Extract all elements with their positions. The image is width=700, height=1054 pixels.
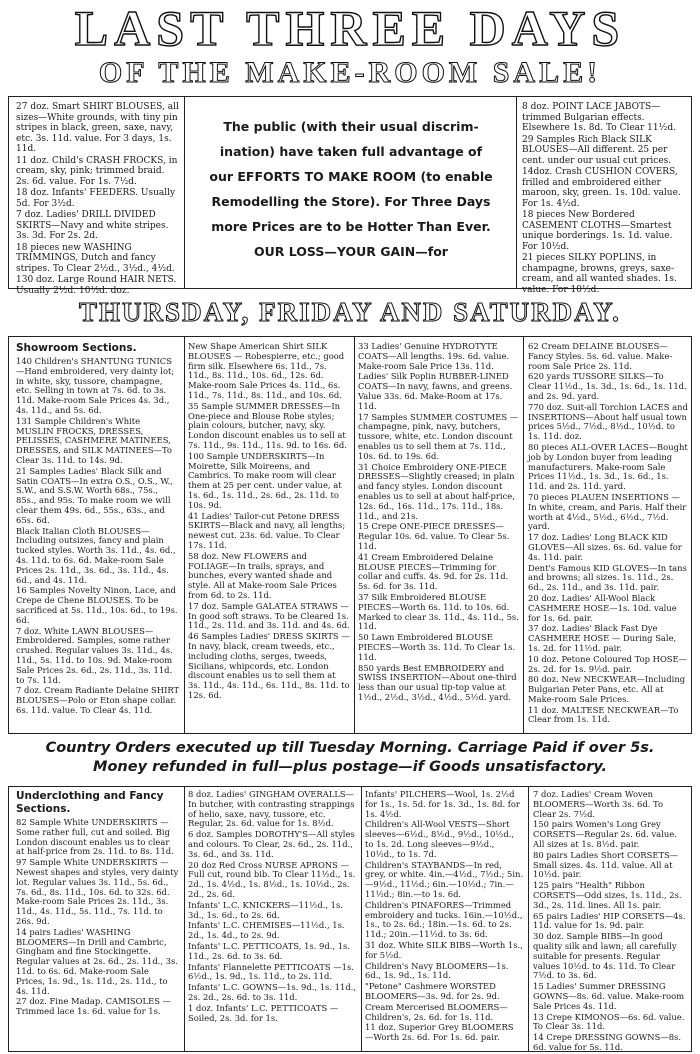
list-item: 17 doz. Sample GALATEA STRAWS —In good soft straws. To be Cleared 1s. 11d., 2s. 11d. and 3s. 11d. and 4s. 6d. (188, 600, 350, 631)
list-item: 27 doz. Fine Madap. CAMISOLES —Trimmed lace 1s. 6d. value for 1s. (16, 996, 171, 1017)
list-item: 131 Sample Children's White MUSLIN FROCKS, DRESSES, PELISSES, CASHMERE MATINEES, DRESSES, and SILK MATINEES—To Clear 3s. 11d. to 14s. 9d. (16, 415, 172, 465)
list-item: 14 pairs Ladies' WASHING BLOOMERS—In Drill and Cambric, Gingham and fine Stockingette. Regular values at 2s. 6d., 2s. 11d., 3s. 11d. to 6s. 6d. Make-room Sale Prices, 1s. 9d., 1s. 11d., 2s. 11d., to 4s. 11d. (16, 926, 178, 996)
underclothing-column-3 (365, 790, 524, 1050)
list-item: 58 doz. New FLOWERS and FOLIAGE—In trails, sprays, and bunches, every wanted shade and style. All at Make-room Sale Prices from 6d. to 2s. 11d. (188, 550, 337, 600)
list-item: 14doz. Crash CUSHION COVERS, frilled and embroidered either maroon, sky, green. 1s. 10d. value. For 1s. 4½d. (522, 167, 681, 209)
list-item: 620 yards TUSSORE SILKS—To Clear 11½d., 1s. 3d., 1s. 6d., 1s. 11d. and 2s. 9d. yard. (528, 371, 687, 401)
showroom-column-4 (528, 342, 688, 731)
list-item: Ladies' Silk Poplin RUBBER-LINED COATS—In navy, fawns, and greens. Value 33s. 6d. Make-Room at 17s. 11d. (358, 371, 513, 411)
list-item: Black Italian Cloth BLOUSES—Including outsizes, fancy and plain tucked styles. Worth 3s. 11d., 4s. 6d., 4s. 11d. to 6s. 6d. Make-room Sale Prices 2s. 11d., 3s. 6d., 3s. 11d., 4s. 6d., and 4s. 11d. (16, 525, 176, 585)
list-item: 82 Sample White UNDERSKIRTS —Some rather full, cut and soiled. Big London discount enables us to clear at half-price from 2s. 11d. to 8s. 11d. (16, 817, 174, 857)
list-item: 29 Samples Rich Black SILK BLOUSES—All different. 25 per cent. under our usual cut prices. (522, 134, 672, 166)
list-item: Children's PINAFORES—Trimmed embroidery and tucks. 16in.—10½d., 1s., to 2s. 6d.; 18in.—1s. 6d. to 2s. 11d.; 20in.—11½d. to 3s. 6d. (365, 899, 523, 940)
list-item: 21 Samples Ladies' Black Silk and Satin COATS—In extra O.S., O.S., W., S.W., and S.S.W. Worth 68s., 75s., 85s., and 95s. To make room we will clear them 49s. 6d., 55s., 63s., and 65s. 6d. (16, 465, 173, 525)
list-item: 17 Samples SUMMER COSTUMES —champagne, pink, navy, butchers, tussore, white, etc. London discount enables us to sell them at 7s. 11d., 10s. 6d. to 19s. 6d. (358, 411, 519, 461)
list-item: 150 pairs Women's Long Grey CORSETS—Regular 2s. 6d. value. All sizes at 1s. 8½d. pair. (533, 819, 677, 849)
list-item: 70 pieces PLAUEN INSERTIONS —In white, cream, and Paris. Half their worth at 4½d., 5½d., 6½d., 7½d. yard. (528, 491, 687, 532)
list-item: "Petone" Cashmere WORSTED BLOOMERS—3s. 9d. for 2s. 9d. (365, 981, 500, 1001)
list-item: 80 doz. New NECKWEAR—Including Bulgarian Peter Pans, etc. All at Make-room Sale Prices. (528, 674, 686, 704)
list-item: 16 Samples Novelty Ninon, Lace, and Crepe de Chene BLOUSES. To be sacrificed at 5s. 11d., 10s. 6d., to 19s. 6d. (16, 585, 178, 625)
list-item: Infants' Flannelette PETTICOATS —1s. 6½d., 1s. 9d., 1s. 11d., to 2s. 11d. (188, 961, 354, 982)
list-item: Infants' L.C. GOWNS—1s. 9d., 1s. 11d., 2s. 2d., 2s. 6d. to 3s. 11d. (188, 982, 356, 1002)
list-item: 7 doz. Cream Radiante Delaine SHIRT BLOUSES—Polo or Eton shape collar. 6s. 11d. value. To Clear 4s. 11d. (16, 685, 180, 715)
list-item: Infants' L.C. PETTICOATS, 1s. 9d., 1s. 11d., 2s. 6d. to 3s. 6d. (188, 940, 350, 961)
message-line: more Prices are to be Hotter Than Ever. (211, 219, 491, 234)
list-item: 7 doz. Ladies' Cream Woven BLOOMERS—Worth 3s. 6d. To Clear 2s. 7½d. (533, 789, 664, 819)
list-item: 62 Cream DELAINE BLOUSES—Fancy Styles. 5s. 6d. value. Make-room Sale Price 2s. 11d. (528, 341, 673, 371)
list-item: 14 Crepe DRESSING GOWNS—8s. 6d. value for 5s. 11d. (533, 1032, 682, 1052)
list-item: 33 Ladies' Genuine HYDROTYTE COATS—All lengths. 19s. 6d. value. Make-room Sale Price 13s. 11d. (358, 341, 510, 371)
list-item: 20 doz Red Cross NURSE APRONS —Full cut, round bib. To Clear 11½d., 1s. 2d., 1s. 4½d., 1s. 8½d., 1s. 10½d., 2s. 2d., 2s. 6d. (188, 859, 356, 899)
list-item: 8 doz. POINT LACE JABOTS—trimmed Bulgarian effects. Elsewhere 1s. 8d. To Clear 11½d. (522, 102, 676, 133)
showroom-column-3 (358, 342, 519, 731)
list-item: 41 Ladies' Tailor-cut Petone DRESS SKIRTS—Black and navy, all lengths; newest cut. 23s. 6d. value. To Clear 17s. 11d. (188, 510, 346, 550)
message-line: ination) have taken full advantage of (219, 144, 483, 159)
showroom-column-1 (16, 342, 180, 731)
list-item: 97 Sample White UNDERSKIRTS —Newest shapes and styles, very dainty lot. Regular values 3s. 11d., 5s. 6d., 7s. 6d., 8s. 11d., 10s. 6d. to 32s. 6d. Make-room Sale Prices 2s. 11d., 3s. 11d., 4s. 11d., 5s. 11d., 7s. 11d. to 26s. 9d. (16, 857, 179, 926)
list-item: 130 doz. Large Round HAIR NETS. Usually 2½d. 10½d. doz. (16, 275, 177, 296)
list-item: 125 pairs "Health" Ribbon CORSETS—Odd sizes, 1s. 11d., 2s. 3d., 2s. 11d. lines. All 1s. pair. (533, 880, 682, 910)
top-left-column (16, 102, 179, 296)
underclothing-column-4 (533, 790, 688, 1050)
list-item: 18 pieces new WASHING TRIMMINGS, Dutch and fancy stripes. To Clear 2½d., 3½d., 4½d. (16, 242, 175, 274)
list-item: Infants' L.C. CHEMISES—11½d., 1s. 2d., 1s. 4d., to 2s. 9d. (188, 920, 345, 941)
underclothing-column-2 (188, 790, 357, 1050)
top-right-column (522, 102, 686, 295)
message-line: our EFFORTS TO MAKE ROOM (to enable (209, 169, 493, 184)
list-item: 80 pairs Ladies Short CORSETS—Small sizes. 4s. 11d. value. All at 10½d. pair. (533, 849, 679, 880)
list-item: 11 doz. MALTESE NECKWEAR—To Clear from 1s. 11d. (528, 704, 679, 725)
list-item: 18 doz. Infants' FEEDERS. Usually 5d. For 3½d. (16, 188, 176, 209)
list-item: 27 doz. Smart SHIRT BLOUSES, all sizes—White grounds, with tiny pin stripes in black, green, saxe, navy, etc. 3s. 11d. value. For 3 days, 1s. 11d. (16, 102, 179, 154)
list-item: 7 doz. Ladies' DRILL DIVIDED SKIRTS—Navy and white stripes. 3s. 3d. For 2s. 2d. (16, 210, 169, 241)
list-item: 46 Samples Ladies' DRESS SKIRTS —In navy, black, cream tweeds, etc., including cloths, serges, tweeds, Sicilians, whipcords, etc. London discount enables us to sell them at 3s. 11d., 4s. 11d., 6s. 11d., 8s. 11d. to 12s. 6d. (188, 631, 350, 700)
list-item: 37 doz. Ladies' Black Fast Dye CASHMERE HOSE — During Sale, 1s. 2d. for 11½d. pair. (528, 623, 677, 653)
days-heading: THURSDAY, FRIDAY AND SATURDAY. (79, 297, 621, 327)
list-item: 35 Sample SUMMER DRESSES—In One-piece and Blouse Robe styles; plain colours, butcher, navy, sky. London discount enables us to sell at 7s. 11d., 9s. 11d., 11s. 9d. to 16s. 6d. (188, 400, 347, 450)
list-item: New Shape American Shirt SILK BLOUSES — Robespierre, etc.; good firm silk. Elsewhere 6s. 11d., 7s. 11d., 8s. 11d., 10s. 6d., 12s. 6d. Make-room Sale Prices 4s. 11d., 6s. 11d., 7s. 11d., 8s. 11d., and 10s. 6d. (188, 341, 345, 400)
list-item: 21 pieces SILKY POPLINS, in champagne, browns, greys, saxe-cream, and all wanted shades. 1s. value. For 10½d. (522, 253, 677, 295)
money-refunded-banner: Money refunded in full—plus postage—if Goods unsatisfactory. (93, 759, 607, 775)
message-line: OUR LOSS—YOUR GAIN—for (254, 244, 448, 259)
list-item: 50 Lawn Embroidered BLOUSE PIECES—Worth 3s. 11d. To Clear 1s. 11d. (358, 632, 516, 662)
underclothing-column-1 (16, 790, 180, 1050)
section-heading: Showroom Sections. (16, 342, 137, 354)
list-item: 140 Children's SHANTUNG TUNICS—Hand embroidered, very dainty lot; in white, sky, tussore, champagne, etc. Selling in town at 7s. 6d. to 3s. 11d. Make-room Sale Prices 4s. 3d., 4s. 11d., and 5s. 6d. (16, 356, 175, 415)
list-item: Infants' PILCHERS—Wool, 1s. 2½d for 1s., 1s. 5d. for 1s. 3d., 1s. 8d. for 1s. 4½d. (365, 789, 520, 819)
list-item: 100 Sample UNDERSKIRTS—In Moirette, Silk Moireens, and Cambrics. To make room will clear them at 25 per cent. under value, at 1s. 6d., 1s. 11d., 2s. 6d., 2s. 11d. to 10s. 9d. (188, 450, 342, 510)
section-heading: Underclothing and Fancy Sections. (16, 790, 164, 815)
center-message (192, 114, 510, 264)
message-line: Remodelling the Store). For Three Days (211, 194, 491, 209)
list-item: 31 doz. White SILK BIBS—Worth 1s., for 5½d. (365, 939, 523, 960)
showroom-column-2 (188, 342, 350, 731)
list-item: Infants' L.C. KNICKERS—11½d., 1s. 3d., 1s. 6d., to 2s. 6d. (188, 899, 343, 920)
message-line: The public (with their usual discrim- (223, 119, 479, 134)
headline-last-three-days: LAST THREE DAYS (74, 0, 626, 56)
list-item: 15 Ladies' Summer DRESSING GOWNS—8s. 6d. value. Make-room Sale Prices 4s. 11d. (533, 981, 685, 1011)
list-item: 11 doz. Child's CRASH FROCKS, in cream, sky, pink; trimmed braid. 2s. 6d. value. For 1s. 7½d. (16, 155, 178, 187)
country-orders-banner: Country Orders executed up till Tuesday Morning. Carriage Paid if over 5s. (45, 740, 655, 756)
list-item: 18 pieces New Bordered CASEMENT CLOTHS—Smartest unique borderings. 1s. 1d. value. For 10½d. (522, 210, 673, 252)
list-item: 8 doz. Ladies' GINGHAM OVERALLS—In butcher, with contrasting strappings of helio, saxe, navy, tussore, etc. Regular, 2s. 6d. value for 1s. 8½d. (188, 789, 355, 829)
list-item: 1 doz. Infants' L.C. PETTICOATS —Soiled, 2s. 3d. for 1s. (188, 1002, 339, 1023)
list-item: 37 Silk Embroidered BLOUSE PIECES—Worth 6s. 11d. to 10s. 6d. Marked to clear 3s. 11d., 4s. 11d., 5s. 11d. (358, 591, 519, 632)
list-item: 11 doz. Superior Grey BLOOMERS —Worth 2s. 6d. For 1s. 6d. pair. (365, 1022, 514, 1043)
list-item: 770 doz. Suit-all Torchion LACES and INSERTIONS—About half usual town prices 5½d., 7½d., 8½d., 10½d. to 1s. 11d. doz. (528, 401, 688, 442)
list-item: 30 doz. Sample BIBS—In good quality silk and lawn; all carefully suitable for presents. Regular values 10½d. to 4s. 11d. To Clear 7½d. to 3s. 6d. (533, 931, 677, 981)
list-item: Dent's Famous KID GLOVES—In tans and browns; all sizes. 1s. 11d., 2s. 6d., 2s. 11d., and 3s. 11d. pair. (528, 562, 687, 593)
list-item: 6 doz. Samples DOROTHY'S—All styles and colours. To Clear, 2s. 6d., 2s. 11d., 3s. 6d., and 3s. 11d. (188, 829, 355, 859)
list-item: 850 yards Best EMBROIDERY and SWISS INSERTION—About one-third less than our usual tip-top value at 1½d., 2½d., 3½d., 4½d., 5½d. yard. (358, 662, 517, 702)
list-item: 17 doz. Ladies' Long BLACK KID GLOVES—All sizes. 6s. 6d. value for 4s. 11d. pair. (528, 532, 682, 562)
list-item: 41 Cream Embroidered Delaine BLOUSE PIECES—Trimming for collar and cuffs. 4s. 9d. for 2s. 11d. 5s. 6d. for 3s. 11d. (358, 551, 509, 592)
list-item: 7 doz. White LAWN BLOUSES—Embroidered. Samples, some rather crushed. Regular values 3s. 11d., 4s. 11d., 5s. 11d. to 10s. 9d. Make-room Sale Prices 2s. 6d., 2s. 11d., 3s. 11d. to 7s. 11d. (16, 625, 173, 685)
list-item: 13 Crepe KIMONOS—6s. 6d. value. To Clear 3s. 11d. (533, 1011, 685, 1032)
list-item: Children's STAYBANDS—In red, grey, or white. 4in.—4½d., 7½d.; 5in.—9½d., 11½d.; 6in.—10½d.; 7in.—11½d.; 8in.—to 1s. 6d. (365, 859, 524, 899)
list-item: 80 pieces ALL-OVER LACES—Bought job by London buyer from leading manufacturers. Make-room Sale Prices 11½d., 1s. 3d., 1s. 6d., 1s. 11d. and 2s. 11d. yard. (528, 441, 688, 492)
list-item: 65 pairs Ladies' HIP CORSETS—4s. 11d. value for 1s. 9d. pair. (533, 910, 686, 931)
list-item: Children's All-Wool VESTS—Short sleeves—6½d., 8½d., 9½d., 10½d., to 1s. 2d. Long sleeves—9½d., 10½d., to 1s. 7d. (365, 819, 515, 859)
list-item: 31 Choice Embroidery ONE-PIECE DRESSES—Slightly creased; in plain and fancy styles. London discount enables us to sell at about half-price, 12s. 6d., 16s. 11d., 17s. 11d., 18s. 11d., and 21s. (358, 461, 515, 521)
list-item: 20 doz. Ladies' All-Wool Black CASHMERE HOSE—1s. 10d. value for 1s. 6d. pair. (528, 592, 677, 623)
list-item: Cream Mercerised BLOOMERS—Children's, 2s. 6d. for 1s. 11d. (365, 1001, 508, 1022)
headline-make-room-sale: OF THE MAKE-ROOM SALE! (98, 56, 602, 89)
list-item: 10 doz. Petone Coloured Top HOSE—2s. 2d. for 1s. 9½d. pair. (528, 653, 688, 674)
list-item: Children's Navy BLOOMERS—1s. 6d., 1s. 9d., 1s. 11d. (365, 960, 509, 981)
list-item: 15 Crepe ONE-PIECE DRESSES—Regular 10s. 6d. value. To Clear 5s. 11d. (358, 521, 510, 551)
